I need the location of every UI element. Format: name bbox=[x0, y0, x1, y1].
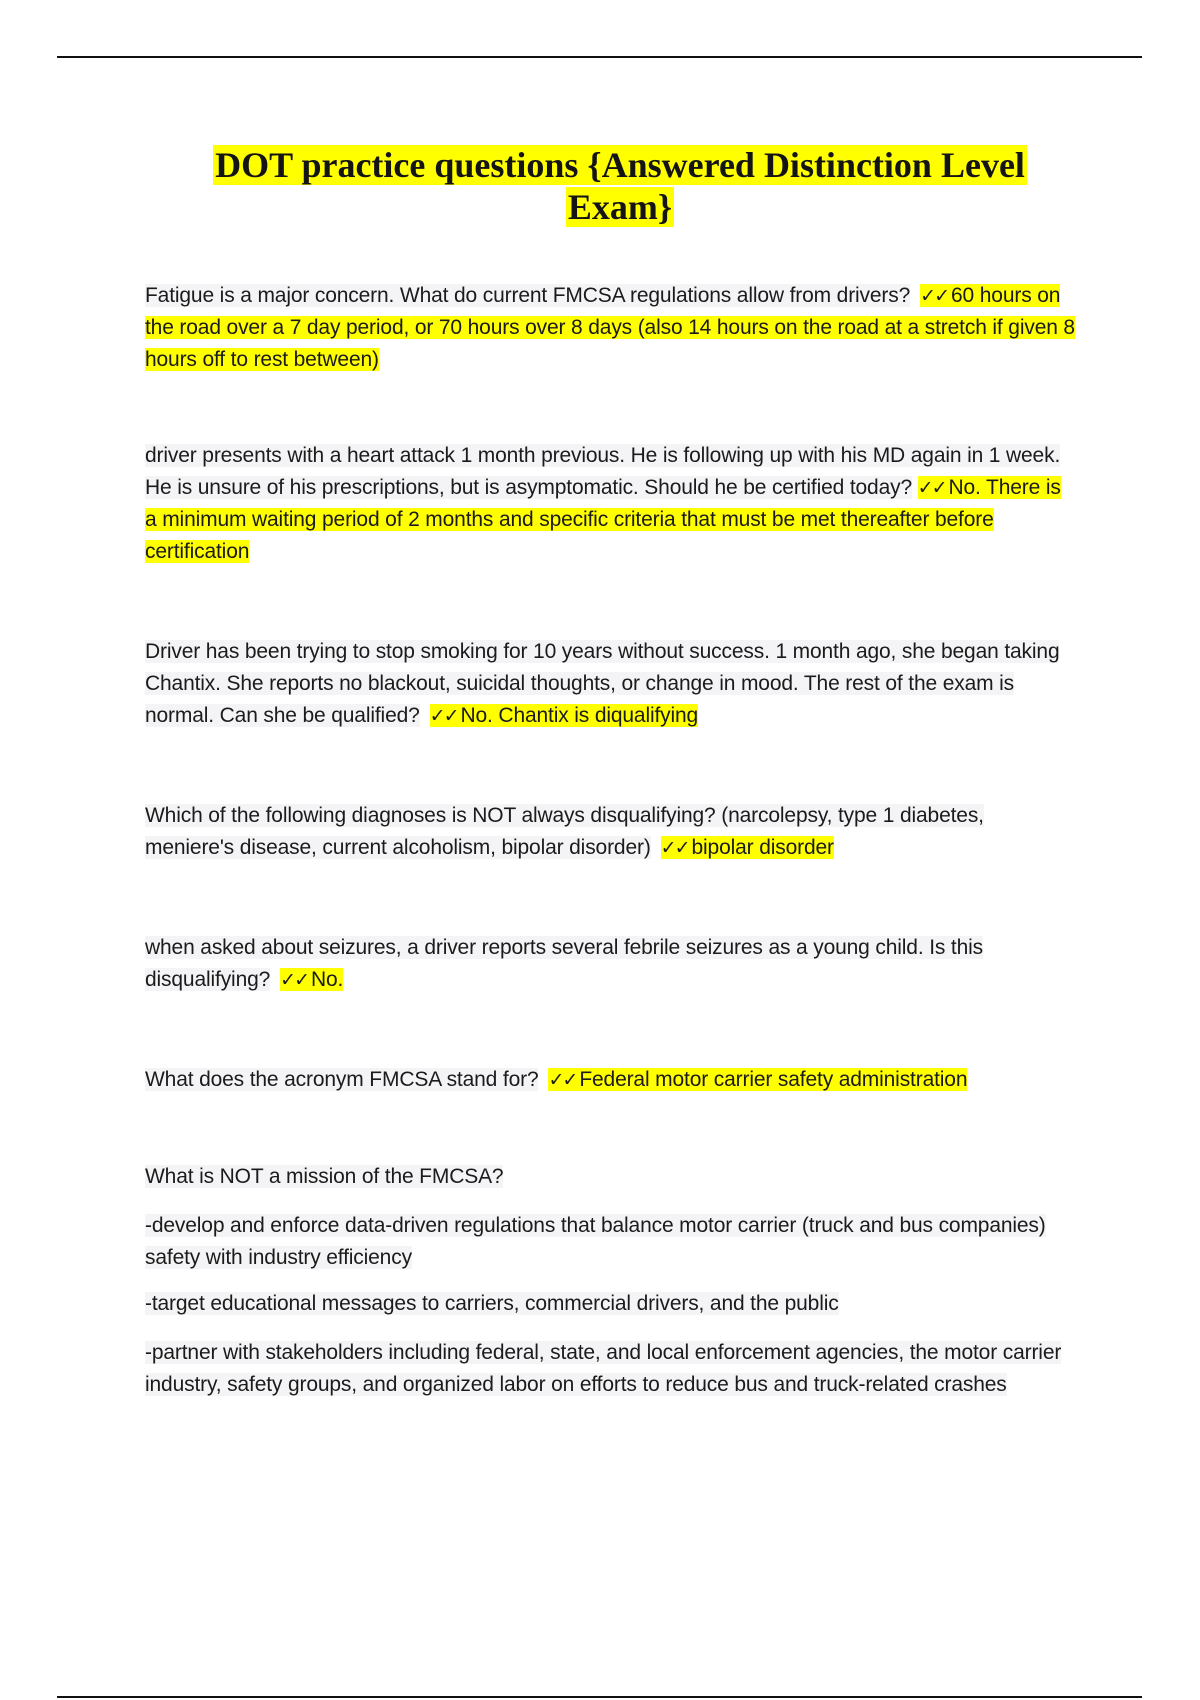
option-item bbox=[145, 1337, 1075, 1401]
answer-text: No. There is a minimum waiting period of 2 months and specific criteria that must be met thereafter before certification bbox=[145, 476, 1061, 563]
option-item bbox=[145, 1210, 1075, 1274]
option-item bbox=[145, 1288, 1075, 1320]
question-text: Which of the following diagnoses is NOT always disqualifying? (narcolepsy, type 1 diabetes, meniere's disease, current alcoholism, bipolar disorder) bbox=[145, 804, 984, 859]
question-text: What is NOT a mission of the FMCSA? bbox=[145, 1165, 504, 1188]
qa-item bbox=[145, 280, 1075, 376]
double-check-icon: ✓✓ bbox=[280, 969, 308, 991]
qa-item bbox=[145, 636, 1075, 732]
answer-text: No. bbox=[311, 968, 344, 991]
answer-text: Federal motor carrier safety administration bbox=[579, 1068, 968, 1091]
question-text: driver presents with a heart attack 1 month previous. He is following up with his MD again in 1 week. He is unsure of his prescriptions, but is asymptomatic. Should he be certified today? bbox=[145, 444, 1061, 499]
top-rule bbox=[57, 56, 1142, 58]
question-text: Fatigue is a major concern. What do current FMCSA regulations allow from drivers? bbox=[145, 284, 911, 307]
answer-highlight bbox=[661, 836, 834, 859]
double-check-icon: ✓✓ bbox=[548, 1069, 577, 1091]
qa-item bbox=[145, 1064, 1075, 1096]
double-check-icon: ✓✓ bbox=[429, 705, 458, 727]
option-text: -develop and enforce data-driven regulations that balance motor carrier (truck and bus companies) safety with industry efficiency bbox=[145, 1214, 1046, 1269]
option-text: -partner with stakeholders including federal, state, and local enforcement agencies, the motor carrier industry, safety groups, and organized labor on efforts to reduce bus and truck-related crashes bbox=[145, 1341, 1062, 1396]
answer-highlight bbox=[430, 704, 698, 727]
option-text: -target educational messages to carriers, commercial drivers, and the public bbox=[145, 1292, 839, 1315]
answer-highlight bbox=[280, 968, 343, 991]
question-text: What does the acronym FMCSA stand for? bbox=[145, 1068, 539, 1091]
double-check-icon: ✓✓ bbox=[660, 837, 689, 859]
answer-text: No. Chantix is diqualifying bbox=[460, 704, 699, 727]
qa-item bbox=[145, 932, 1075, 996]
answer-text: 60 hours on the road over a 7 day period, or 70 hours over 8 days (also 14 hours on the road at a stretch if given 8 hours off to rest between) bbox=[145, 284, 1075, 371]
question-text: when asked about seizures, a driver reports several febrile seizures as a young child. Is this disqualifying? bbox=[145, 936, 983, 991]
document-title-text: DOT practice questions {Answered Distinction Level Exam} bbox=[215, 145, 1025, 227]
answer-text: bipolar disorder bbox=[691, 836, 834, 859]
bottom-rule bbox=[57, 1696, 1142, 1698]
answer-highlight bbox=[548, 1068, 967, 1091]
document-title bbox=[160, 144, 1080, 228]
qa-item bbox=[145, 800, 1075, 864]
double-check-icon: ✓✓ bbox=[917, 477, 946, 499]
final-question bbox=[145, 1161, 1075, 1193]
question-text: Driver has been trying to stop smoking for 10 years without success. 1 month ago, she began taking Chantix. She reports no blackout, suicidal thoughts, or change in mood. The rest of the exam is normal. Can she be qualified? bbox=[145, 640, 1060, 727]
double-check-icon: ✓✓ bbox=[920, 285, 949, 307]
qa-item bbox=[145, 440, 1075, 568]
